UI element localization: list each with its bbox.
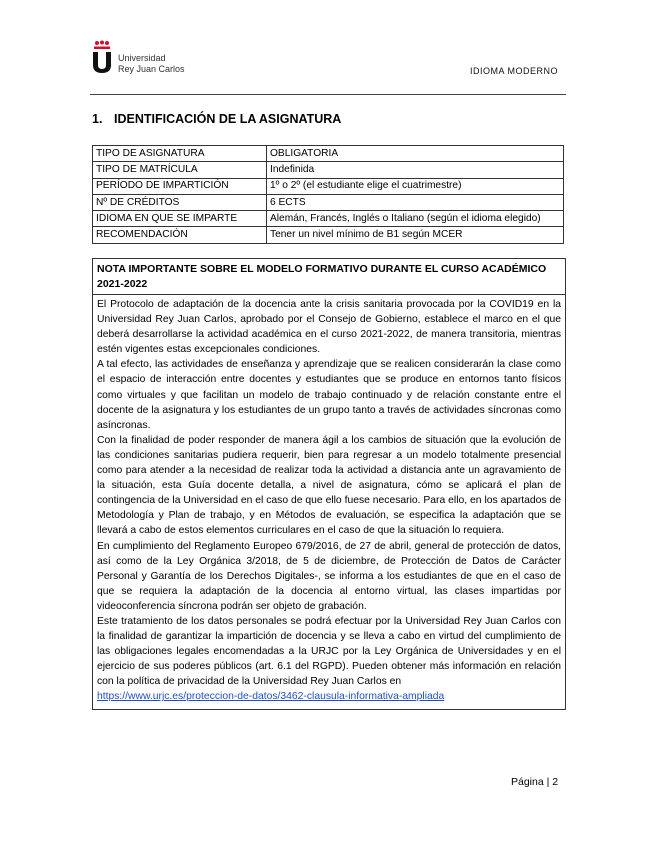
row-label: TIPO DE MATRÍCULA <box>93 162 267 178</box>
subject-info-table <box>92 145 564 244</box>
row-value: Indefinida <box>267 162 564 178</box>
table-row <box>93 146 564 162</box>
page-number: Página | 2 <box>511 776 559 788</box>
table-row <box>93 211 564 227</box>
row-label: IDIOMA EN QUE SE IMPARTE <box>93 211 267 227</box>
table-row <box>93 227 564 243</box>
urjc-emblem-icon <box>90 40 114 74</box>
section-title <box>92 112 341 126</box>
section-title-text: IDENTIFICACIÓN DE LA ASIGNATURA <box>114 112 342 126</box>
table-row <box>93 194 564 210</box>
header-divider <box>90 94 566 95</box>
table-row <box>93 162 564 178</box>
university-logo <box>90 40 200 80</box>
note-paragraph: Con la finalidad de poder responder de manera ágil a los cambios de situación que la evolución de las condiciones sanitarias pudiera requerir, bien para regresar a un modelo totalmente presencial como para atender a la necesidad de realizar toda la actividad a distancia ante un agravamiento de la situación, esta Guía docente detalla, a nivel de asignatura, cómo se aplicará el plan de contingencia de la Universidad en el caso de que ello fuese necesario. Para ello, en los apartados de Metodología y Plan de trabajo, y en Métodos de evaluación, se especifica la adaptación que se llevará a cabo de estos elementos curriculares en el caso de que la situación lo requiera. <box>97 434 561 537</box>
row-label: Nº DE CRÉDITOS <box>93 194 267 210</box>
row-value: OBLIGATORIA <box>267 146 564 162</box>
note-body <box>93 295 565 709</box>
table-row <box>93 178 564 194</box>
note-title: NOTA IMPORTANTE SOBRE EL MODELO FORMATIVO DURANTE EL CURSO ACADÉMICO 2021-2022 <box>93 259 565 295</box>
row-label: PERÍODO DE IMPARTICIÓN <box>93 178 267 194</box>
row-value: 6 ECTS <box>267 194 564 210</box>
note-paragraph: En cumplimiento del Reglamento Europeo 679/2016, de 27 de abril, general de protección de datos, así como de la Ley Orgánica 3/2018, de 5 de diciembre, de Protección de Datos de Carácter Personal y Garantía de los Derechos Digitales-, se informa a los estudiantes de que en el caso de que se requiera la adaptación de la docencia al entorno virtual, las clases impartidas por videoconferencia síncrona podrán ser objeto de grabación. <box>97 540 561 612</box>
privacy-policy-link[interactable]: https://www.urjc.es/proteccion-de-datos/3462-clausula-informativa-ampliada <box>97 691 445 703</box>
row-value: Tener un nivel mínimo de B1 según MCER <box>267 227 564 243</box>
note-paragraph: A tal efecto, las actividades de enseñanza y aprendizaje que se realicen considerarán la clase como el espacio de interacción entre docentes y estudiantes que se produce en entornos tanto físicos como virtuales y que facilitan un modelo de trabajo continuado y de relación constante entre el docente de la asignatura y los estudiantes de un grupo tanto a través de actividades síncronas como asíncronas. <box>97 359 561 431</box>
important-note-box <box>92 258 566 710</box>
row-label: RECOMENDACIÓN <box>93 227 267 243</box>
row-label: TIPO DE ASIGNATURA <box>93 146 267 162</box>
course-name: IDIOMA MODERNO <box>470 66 559 76</box>
row-value: 1º o 2º (el estudiante elige el cuatrimestre) <box>267 178 564 194</box>
row-value: Alemán, Francés, Inglés o Italiano (según el idioma elegido) <box>267 211 564 227</box>
note-paragraph: El Protocolo de adaptación de la docencia ante la crisis sanitaria provocada por la COVID19 en la Universidad Rey Juan Carlos, aprobado por el Consejo de Gobierno, establece el marco en el que deberá desarrollarse la actividad académica en el curso 2021-2022, de manera transitoria, mientras estén vigentes estas excepcionales condiciones. <box>97 299 561 356</box>
university-name: Universidad Rey Juan Carlos <box>118 53 185 74</box>
note-link-line <box>97 689 561 704</box>
note-paragraph: Este tratamiento de los datos personales se podrá efectuar por la Universidad Rey Juan Carlos con la finalidad de garantizar la impartición de docencia y se lleva a cabo en virtud del cumplimiento de las obligaciones legales encomendadas a la URJC por la Ley Orgánica de Universidades y en el ejercicio de sus poderes públicos (art. 6.1 del RGPD). Pueden obtener más información en relación con la política de privacidad de la Universidad Rey Juan Carlos en <box>97 615 561 688</box>
section-number: 1. <box>92 112 103 126</box>
